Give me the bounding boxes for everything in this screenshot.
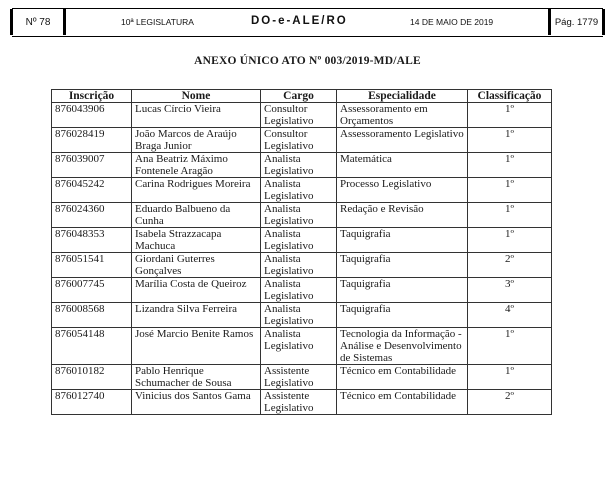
cell-classificacao: 1º [468, 365, 552, 390]
cell-cargo: Analista Legislativo [261, 253, 337, 278]
cell-especialidade: Assessoramento Legislativo [337, 128, 468, 153]
cell-cargo: Consultor Legislativo [261, 128, 337, 153]
cell-classificacao: 1º [468, 328, 552, 365]
table-body [52, 103, 552, 415]
column-header-classificacao: Classificação [468, 90, 552, 103]
cell-inscricao: 876012740 [52, 390, 132, 415]
cell-classificacao: 2º [468, 390, 552, 415]
cell-classificacao: 1º [468, 228, 552, 253]
cell-cargo: Analista Legislativo [261, 153, 337, 178]
cell-inscricao: 876045242 [52, 178, 132, 203]
cell-especialidade: Redação e Revisão [337, 203, 468, 228]
page-number: Pág. 1779 [548, 9, 605, 35]
cell-especialidade: Taquigrafia [337, 253, 468, 278]
cell-inscricao: 876048353 [52, 228, 132, 253]
cell-nome: Eduardo Balbueno da Cunha [132, 203, 261, 228]
cell-inscricao: 876039007 [52, 153, 132, 178]
cell-especialidade: Matemática [337, 153, 468, 178]
cell-inscricao: 876008568 [52, 303, 132, 328]
cell-classificacao: 3º [468, 278, 552, 303]
cell-cargo: Analista Legislativo [261, 178, 337, 203]
journal-title: DO-e-ALE/RO [251, 15, 348, 27]
cell-especialidade: Taquigrafia [337, 228, 468, 253]
table-row [52, 390, 552, 415]
table-row [52, 103, 552, 128]
cell-especialidade: Tecnologia da Informação - Análise e Desenvolvimento de Sistemas [337, 328, 468, 365]
cell-inscricao: 876007745 [52, 278, 132, 303]
cell-nome: Marília Costa de Queiroz [132, 278, 261, 303]
cell-especialidade: Assessoramento em Orçamentos [337, 103, 468, 128]
table-row [52, 203, 552, 228]
cell-cargo: Assistente Legislativo [261, 390, 337, 415]
cell-nome: José Marcio Benite Ramos [132, 328, 261, 365]
cell-inscricao: 876028419 [52, 128, 132, 153]
cell-cargo: Analista Legislativo [261, 328, 337, 365]
cell-nome: Isabela Strazzacapa Machuca [132, 228, 261, 253]
document-title: ANEXO ÚNICO ATO Nº 003/2019-MD/ALE [194, 55, 421, 67]
cell-nome: Vinicius dos Santos Gama [132, 390, 261, 415]
cell-classificacao: 4º [468, 303, 552, 328]
column-header-cargo: Cargo [261, 90, 337, 103]
cell-especialidade: Taquigrafia [337, 278, 468, 303]
cell-classificacao: 1º [468, 153, 552, 178]
results-table [51, 89, 552, 415]
cell-cargo: Analista Legislativo [261, 303, 337, 328]
table-row [52, 153, 552, 178]
table-row [52, 253, 552, 278]
cell-nome: Ana Beatriz Máximo Fontenele Aragão [132, 153, 261, 178]
table-row [52, 128, 552, 153]
column-header-nome: Nome [132, 90, 261, 103]
table-row [52, 328, 552, 365]
column-header-especialidade: Especialidade [337, 90, 468, 103]
cell-nome: Carina Rodrigues Moreira [132, 178, 261, 203]
cell-cargo: Assistente Legislativo [261, 365, 337, 390]
cell-nome: João Marcos de Araújo Braga Junior [132, 128, 261, 153]
cell-especialidade: Taquigrafia [337, 303, 468, 328]
edition-number: Nº 78 [10, 9, 66, 35]
header-bottom-rule [12, 36, 603, 37]
cell-inscricao: 876043906 [52, 103, 132, 128]
cell-cargo: Consultor Legislativo [261, 103, 337, 128]
column-header-inscricao: Inscrição [52, 90, 132, 103]
table-header-row [52, 90, 552, 103]
table-row [52, 365, 552, 390]
cell-inscricao: 876010182 [52, 365, 132, 390]
cell-cargo: Analista Legislativo [261, 278, 337, 303]
cell-inscricao: 876051541 [52, 253, 132, 278]
cell-nome: Lizandra Silva Ferreira [132, 303, 261, 328]
cell-especialidade: Processo Legislativo [337, 178, 468, 203]
cell-classificacao: 2º [468, 253, 552, 278]
cell-especialidade: Técnico em Contabilidade [337, 390, 468, 415]
cell-classificacao: 1º [468, 128, 552, 153]
table-row [52, 303, 552, 328]
cell-nome: Lucas Círcio Vieira [132, 103, 261, 128]
cell-nome: Pablo Henrique Schumacher de Sousa [132, 365, 261, 390]
cell-classificacao: 1º [468, 203, 552, 228]
table-row [52, 178, 552, 203]
cell-cargo: Analista Legislativo [261, 203, 337, 228]
header-top-rule [12, 8, 603, 9]
cell-inscricao: 876054148 [52, 328, 132, 365]
cell-nome: Giordani Guterres Gonçalves [132, 253, 261, 278]
table-row [52, 278, 552, 303]
cell-classificacao: 1º [468, 178, 552, 203]
legislatura-label: 10ª LEGISLATURA [121, 17, 194, 27]
cell-classificacao: 1º [468, 103, 552, 128]
cell-cargo: Analista Legislativo [261, 228, 337, 253]
cell-inscricao: 876024360 [52, 203, 132, 228]
table-row [52, 228, 552, 253]
publication-date: 14 DE MAIO DE 2019 [410, 17, 494, 27]
cell-especialidade: Técnico em Contabilidade [337, 365, 468, 390]
